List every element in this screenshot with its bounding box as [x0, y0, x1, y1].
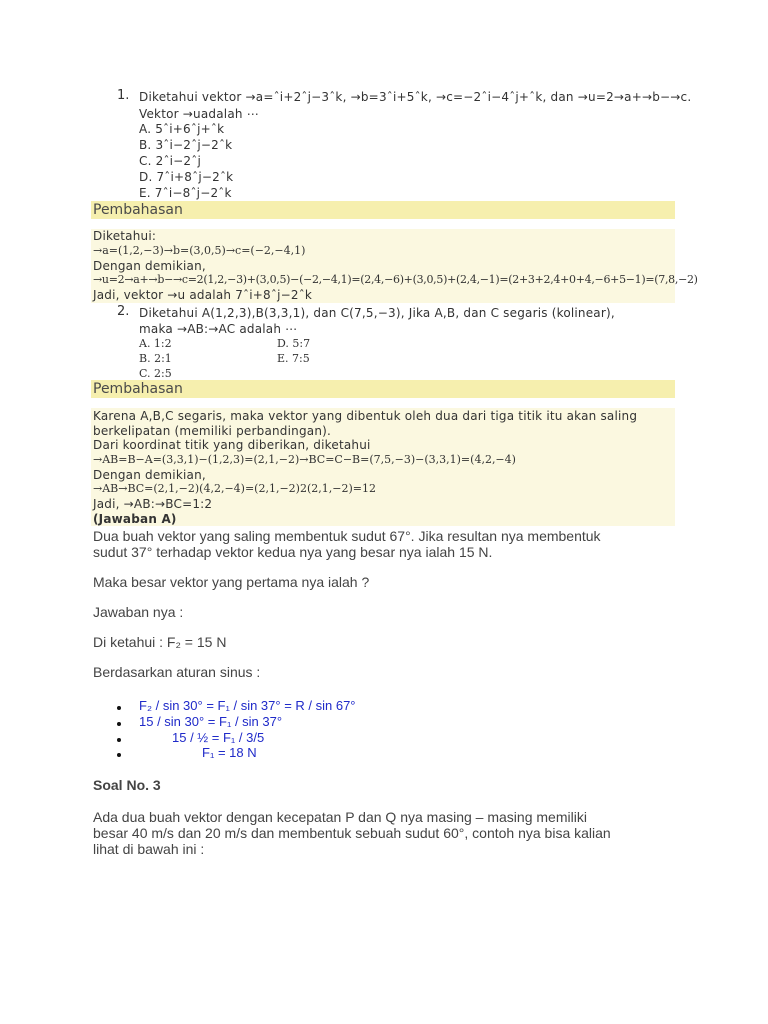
sine-step-4: F₁ = 18 N [202, 745, 257, 760]
pembahasan-header-1: Pembahasan [91, 201, 675, 219]
s2-answer: (Jawaban A) [93, 512, 177, 526]
q2-option-d: D. 5:7 [277, 337, 311, 350]
bullet-4 [117, 753, 121, 757]
s2-line-6: →AB→BC=(2,1,−2)(4,2,−4)=(2,1,−2)2(2,1,−2)=12 [93, 482, 376, 495]
soal3-line-1: Ada dua buah vektor dengan kecepatan P dan Q nya masing – masing memiliki [93, 809, 587, 825]
q1-option-a: A. 5ˆi+6ˆj+ˆk [139, 122, 225, 136]
p3-rule: Berdasarkan aturan sinus : [93, 664, 261, 680]
p3-line-1: Dua buah vektor yang saling membentuk sudut 67°. Jika resultan nya membentuk [93, 528, 601, 544]
s1-line-5: Jadi, vektor →u adalah 7ˆi+8ˆj−2ˆk [93, 288, 313, 302]
soal3-line-3: lihat di bawah ini : [93, 841, 205, 857]
q2-option-e: E. 7:5 [277, 352, 310, 365]
q2-option-a: A. 1:2 [139, 337, 172, 350]
q1-stem-2: Vektor →uadalah ⋯ [139, 107, 259, 121]
s2-line-7: Jadi, →AB:→BC=1:2 [93, 497, 213, 511]
q1-option-c: C. 2ˆi−2ˆj [139, 154, 201, 168]
p3-question: Maka besar vektor yang pertama nya ialah ? [93, 574, 370, 590]
q2-option-b: B. 2:1 [139, 352, 172, 365]
q2-stem: Diketahui A(1,2,3),B(3,3,1), dan C(7,5,−3), Jika A,B, dan C segaris (kolinear), [139, 306, 615, 320]
sine-step-3: 15 / ½ = F₁ / 3/5 [172, 730, 265, 745]
p3-given: Di ketahui : F₂ = 15 N [93, 634, 227, 650]
solution-box-1 [91, 229, 698, 303]
s2-line-3: Dari koordinat titik yang diberikan, diketahui [93, 438, 371, 452]
q2-stem-2: maka →AB:→AC adalah ⋯ [139, 322, 298, 336]
s2-line-2: berkelipatan (memiliki perbandingan). [93, 424, 332, 438]
s1-line-4: →u=2→a+→b−→c=2(1,2,−3)+(3,0,5)−(−2,−4,1)=(2,4,−6)+(3,0,5)+(2,4,−1)=(2+3+2,4+0+4,−6+5−1)=(7,8,−2) [93, 273, 698, 286]
p3-answer-label: Jawaban nya : [93, 604, 184, 620]
s1-line-1: Diketahui: [93, 229, 157, 243]
s1-line-3: Dengan demikian, [93, 259, 206, 273]
q2-option-c: C. 2:5 [139, 367, 172, 380]
s2-line-4: →AB=B−A=(3,3,1)−(1,2,3)=(2,1,−2)→BC=C−B=(7,5,−3)−(3,3,1)=(4,2,−4) [93, 453, 516, 466]
sine-step-2: 15 / sin 30° = F₁ / sin 37° [139, 714, 283, 729]
s1-line-2: →a=(1,2,−3)→b=(3,0,5)→c=(−2,−4,1) [93, 244, 306, 257]
soal3-title: Soal No. 3 [93, 777, 161, 793]
soal3-line-2: besar 40 m/s dan 20 m/s dan membentuk sebuah sudut 60°, contoh nya bisa kalian [93, 825, 611, 841]
bullet-3 [117, 738, 121, 742]
q1-option-b: B. 3ˆi−2ˆj−2ˆk [139, 138, 233, 152]
sine-step-1: F₂ / sin 30° = F₁ / sin 37° = R / sin 67° [139, 698, 356, 713]
p3-line-2: sudut 37° terhadap vektor kedua nya yang besar nya ialah 15 N. [93, 544, 493, 560]
q1-stem: Diketahui vektor →a=ˆi+2ˆj−3ˆk, →b=3ˆi+5ˆk, →c=−2ˆi−4ˆj+ˆk, dan →u=2→a+→b−→c. [139, 90, 692, 104]
s2-line-5: Dengan demikian, [93, 468, 206, 482]
solution-box-2 [91, 408, 675, 526]
q1-option-e: E. 7ˆi−8ˆj−2ˆk [139, 186, 232, 200]
s2-line-1: Karena A,B,C segaris, maka vektor yang dibentuk oleh dua dari tiga titik itu akan saling [93, 409, 638, 423]
bullet-2 [117, 722, 121, 726]
q2-number: 2. [117, 304, 130, 319]
q1-option-d: D. 7ˆi+8ˆj−2ˆk [139, 170, 234, 184]
pembahasan-header-2: Pembahasan [91, 380, 675, 398]
q1-number: 1. [117, 88, 130, 103]
bullet-1 [117, 706, 121, 710]
